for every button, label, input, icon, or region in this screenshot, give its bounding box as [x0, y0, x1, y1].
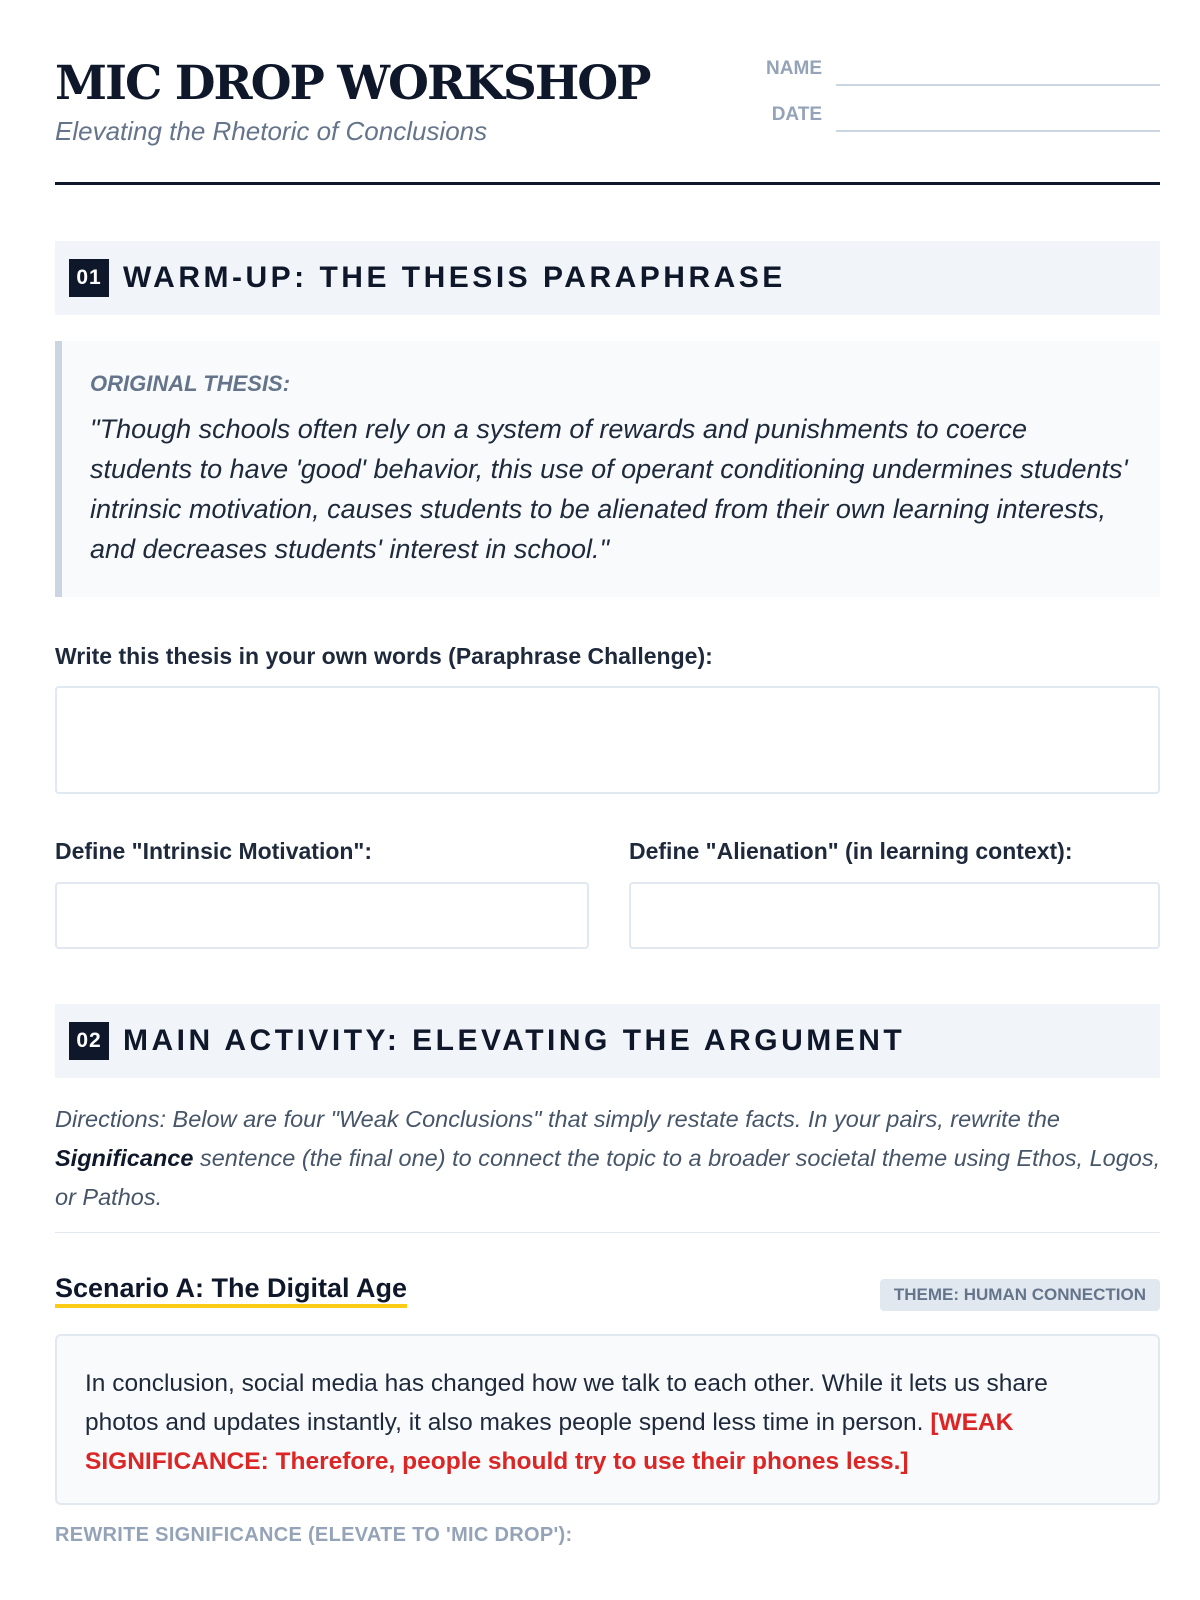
header-divider [55, 182, 1160, 185]
section-title: WARM-UP: THE THESIS PARAPHRASE [123, 261, 786, 294]
define-alienation-answer-box[interactable] [629, 882, 1160, 949]
date-field[interactable] [836, 130, 1160, 132]
directions-text [55, 1100, 1165, 1217]
paraphrase-prompt: Write this thesis in your own words (Paraphrase Challenge): [55, 643, 713, 669]
section-number-badge: 02 [69, 1022, 109, 1060]
section-title: MAIN ACTIVITY: ELEVATING THE ARGUMENT [123, 1024, 906, 1057]
section-header-main-activity [55, 1004, 1160, 1078]
name-field[interactable] [836, 84, 1160, 86]
define-intrinsic-prompt: Define "Intrinsic Motivation": [55, 838, 372, 864]
name-label: NAME [766, 58, 822, 79]
directions-divider [55, 1232, 1160, 1233]
section-header-warmup [55, 241, 1160, 315]
thesis-box [55, 341, 1160, 597]
scenario-a-title: Scenario A: The Digital Age [55, 1272, 407, 1308]
scenario-a-body: In conclusion, social media has changed how we talk to each other. While it lets us share photos and updates instantly, it also makes people spend less time in person. [85, 1370, 1048, 1436]
thesis-text: "Though schools often rely on a system of rewards and punishments to coerce students to have 'good' behavior, this use of operant conditioning undermines students' intrinsic motivation, causes students to be alienated from their own learning interests, and decreases students' interest in school." [90, 414, 1128, 564]
paraphrase-answer-box[interactable] [55, 686, 1160, 794]
define-intrinsic-answer-box[interactable] [55, 882, 589, 949]
scenario-a-text [85, 1364, 1085, 1481]
define-alienation-prompt: Define "Alienation" (in learning context): [629, 838, 1073, 864]
thesis-label: ORIGINAL THESIS: [90, 371, 291, 396]
theme-tag: THEME: HUMAN CONNECTION [880, 1279, 1160, 1311]
section-number-badge: 01 [69, 259, 109, 297]
directions-end: sentence (the final one) to connect the topic to a broader societal theme using Ethos, Logos, or Pathos. [55, 1145, 1161, 1210]
directions-bold: Significance [55, 1145, 194, 1171]
page-title: MIC DROP WORKSHOP [55, 56, 650, 111]
directions-start: Directions: Below are four "Weak Conclusions" that simply restate facts. In your pairs, rewrite the [55, 1106, 1060, 1132]
weak-significance: [WEAK SIGNIFICANCE: Therefore, people should try to use their phones less.] [85, 1409, 1014, 1475]
scenario-a-box [55, 1334, 1160, 1505]
rewrite-label: REWRITE SIGNIFICANCE (ELEVATE TO 'MIC DROP'): [55, 1524, 573, 1546]
page-subtitle: Elevating the Rhetoric of Conclusions [55, 116, 488, 146]
date-label: DATE [771, 104, 822, 125]
